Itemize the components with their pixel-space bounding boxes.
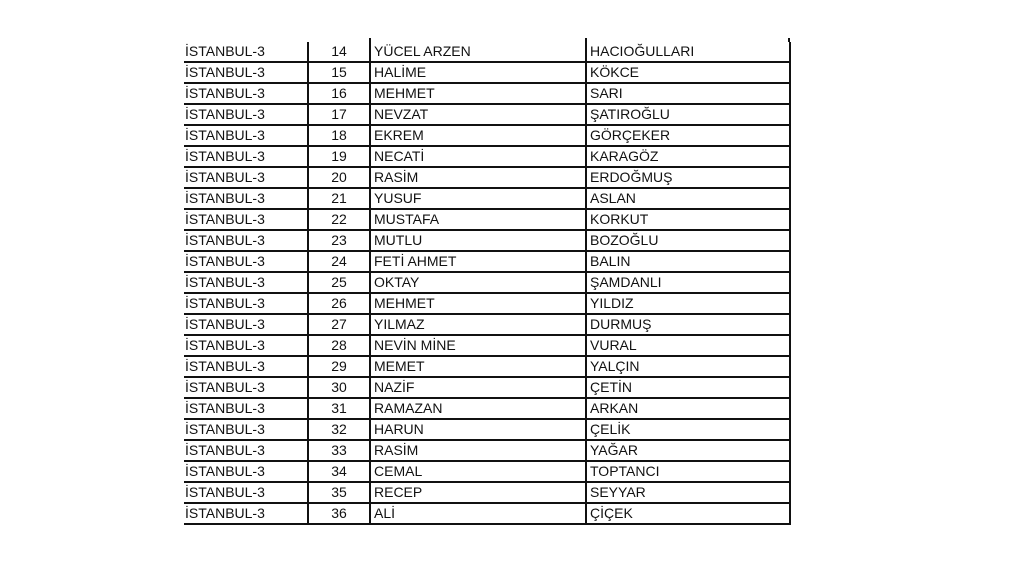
district-cell: İSTANBUL-3 (184, 125, 308, 146)
surname-cell: ASLAN (586, 188, 790, 209)
first-name-cell: YILMAZ (370, 314, 586, 335)
district-cell: İSTANBUL-3 (184, 440, 308, 461)
surname-cell: YALÇIN (586, 356, 790, 377)
candidate-number-cell: 34 (308, 461, 370, 482)
table-row (184, 42, 790, 62)
district-cell: İSTANBUL-3 (184, 230, 308, 251)
surname-cell: BOZOĞLU (586, 230, 790, 251)
candidate-number-cell: 22 (308, 209, 370, 230)
district-cell: İSTANBUL-3 (184, 104, 308, 125)
surname-cell: DURMUŞ (586, 314, 790, 335)
table-row (184, 167, 790, 188)
candidate-number-cell: 17 (308, 104, 370, 125)
first-name-cell: YUSUF (370, 188, 586, 209)
first-name-cell: NAZİF (370, 377, 586, 398)
first-name-cell: HARUN (370, 419, 586, 440)
surname-cell: ARKAN (586, 398, 790, 419)
surname-cell: BALIN (586, 251, 790, 272)
district-cell: İSTANBUL-3 (184, 83, 308, 104)
surname-cell: YAĞAR (586, 440, 790, 461)
table-row (184, 419, 790, 440)
district-cell: İSTANBUL-3 (184, 482, 308, 503)
district-cell: İSTANBUL-3 (184, 377, 308, 398)
surname-cell: KARAGÖZ (586, 146, 790, 167)
first-name-cell: RAMAZAN (370, 398, 586, 419)
surname-cell: SEYYAR (586, 482, 790, 503)
district-cell: İSTANBUL-3 (184, 356, 308, 377)
table-row (184, 230, 790, 251)
candidate-number-cell: 30 (308, 377, 370, 398)
table-row (184, 356, 790, 377)
first-name-cell: NEVİN MİNE (370, 335, 586, 356)
table-row (184, 125, 790, 146)
candidate-number-cell: 32 (308, 419, 370, 440)
candidate-number-cell: 36 (308, 503, 370, 524)
surname-cell: ERDOĞMUŞ (586, 167, 790, 188)
grid-tick (788, 38, 790, 42)
candidate-table-body (184, 42, 790, 524)
district-cell: İSTANBUL-3 (184, 398, 308, 419)
surname-cell: SARI (586, 83, 790, 104)
surname-cell: VURAL (586, 335, 790, 356)
first-name-cell: HALİME (370, 62, 586, 83)
district-cell: İSTANBUL-3 (184, 62, 308, 83)
grid-top-edge (184, 38, 790, 42)
table-row (184, 314, 790, 335)
surname-cell: ŞATIROĞLU (586, 104, 790, 125)
district-cell: İSTANBUL-3 (184, 167, 308, 188)
candidate-number-cell: 18 (308, 125, 370, 146)
table-row (184, 461, 790, 482)
surname-cell: HACIOĞULLARI (586, 42, 790, 62)
first-name-cell: MEHMET (370, 83, 586, 104)
first-name-cell: RECEP (370, 482, 586, 503)
district-cell: İSTANBUL-3 (184, 146, 308, 167)
district-cell: İSTANBUL-3 (184, 419, 308, 440)
table-row (184, 146, 790, 167)
candidate-number-cell: 23 (308, 230, 370, 251)
district-cell: İSTANBUL-3 (184, 314, 308, 335)
first-name-cell: YÜCEL ARZEN (370, 42, 586, 62)
candidate-number-cell: 26 (308, 293, 370, 314)
first-name-cell: FETİ AHMET (370, 251, 586, 272)
district-cell: İSTANBUL-3 (184, 335, 308, 356)
candidate-number-cell: 14 (308, 42, 370, 62)
first-name-cell: ALİ (370, 503, 586, 524)
table-row (184, 377, 790, 398)
candidate-number-cell: 35 (308, 482, 370, 503)
grid-tick (369, 38, 371, 42)
table-row (184, 293, 790, 314)
table-row (184, 503, 790, 524)
candidate-number-cell: 16 (308, 83, 370, 104)
first-name-cell: NEVZAT (370, 104, 586, 125)
candidate-number-cell: 20 (308, 167, 370, 188)
first-name-cell: MEHMET (370, 293, 586, 314)
table-row (184, 398, 790, 419)
table-row (184, 104, 790, 125)
first-name-cell: NECATİ (370, 146, 586, 167)
first-name-cell: CEMAL (370, 461, 586, 482)
district-cell: İSTANBUL-3 (184, 42, 308, 62)
table-row (184, 209, 790, 230)
district-cell: İSTANBUL-3 (184, 272, 308, 293)
district-cell: İSTANBUL-3 (184, 188, 308, 209)
surname-cell: ÇELİK (586, 419, 790, 440)
district-cell: İSTANBUL-3 (184, 251, 308, 272)
candidate-number-cell: 24 (308, 251, 370, 272)
first-name-cell: OKTAY (370, 272, 586, 293)
surname-cell: GÖRÇEKER (586, 125, 790, 146)
table-row (184, 188, 790, 209)
surname-cell: YILDIZ (586, 293, 790, 314)
table-row (184, 83, 790, 104)
first-name-cell: MEMET (370, 356, 586, 377)
first-name-cell: MUSTAFA (370, 209, 586, 230)
first-name-cell: EKREM (370, 125, 586, 146)
candidate-number-cell: 21 (308, 188, 370, 209)
candidate-number-cell: 25 (308, 272, 370, 293)
candidate-number-cell: 28 (308, 335, 370, 356)
candidate-number-cell: 31 (308, 398, 370, 419)
surname-cell: KÖKCE (586, 62, 790, 83)
table-row (184, 440, 790, 461)
table-row (184, 335, 790, 356)
surname-cell: TOPTANCI (586, 461, 790, 482)
district-cell: İSTANBUL-3 (184, 293, 308, 314)
candidate-list-sheet (184, 38, 790, 525)
first-name-cell: MUTLU (370, 230, 586, 251)
first-name-cell: RASİM (370, 167, 586, 188)
table-row (184, 251, 790, 272)
first-name-cell: RASİM (370, 440, 586, 461)
district-cell: İSTANBUL-3 (184, 461, 308, 482)
candidate-number-cell: 27 (308, 314, 370, 335)
candidate-number-cell: 29 (308, 356, 370, 377)
table-row (184, 272, 790, 293)
candidate-number-cell: 19 (308, 146, 370, 167)
district-cell: İSTANBUL-3 (184, 503, 308, 524)
table-row (184, 482, 790, 503)
district-cell: İSTANBUL-3 (184, 209, 308, 230)
candidate-table (184, 42, 791, 525)
surname-cell: ÇİÇEK (586, 503, 790, 524)
surname-cell: KORKUT (586, 209, 790, 230)
surname-cell: ŞAMDANLI (586, 272, 790, 293)
surname-cell: ÇETİN (586, 377, 790, 398)
candidate-number-cell: 15 (308, 62, 370, 83)
grid-tick (585, 38, 587, 42)
table-row (184, 62, 790, 83)
candidate-number-cell: 33 (308, 440, 370, 461)
